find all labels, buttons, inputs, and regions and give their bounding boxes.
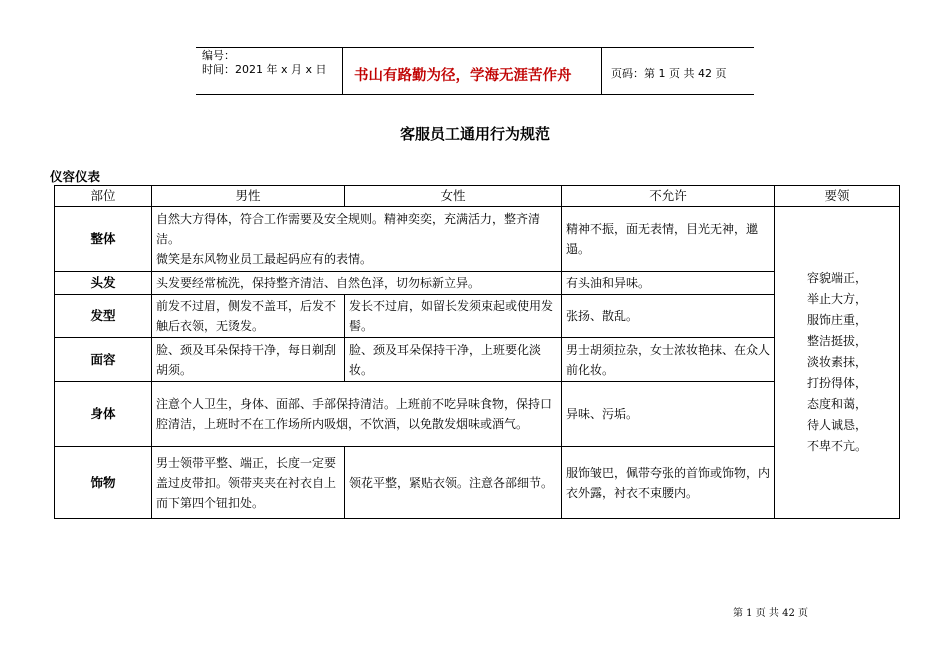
part-cell: 饰物 — [55, 447, 152, 519]
header-page-info: 页码：第 1 页 共 42 页 — [611, 67, 727, 80]
header-male: 男性 — [152, 186, 345, 207]
document-title: 客服员工通用行为规范 — [399, 125, 550, 143]
page-footer: 第 1 页 共 42 页 — [733, 608, 808, 619]
header-meta — [202, 49, 327, 77]
table-row — [55, 207, 900, 272]
header-divider-left — [342, 47, 343, 95]
header-not-allowed: 不允许 — [562, 186, 775, 207]
not-allowed-cell: 有头油和异味。 — [562, 272, 775, 295]
male-requirement-cell: 男士领带平整、端正，长度一定要盖过皮带扣。领带夹夹在衬衣自上而下第四个钮扣处。 — [152, 447, 345, 519]
female-requirement-cell: 脸、颈及耳朵保持干净，上班要化淡妆。 — [345, 338, 562, 382]
not-allowed-cell: 异味、污垢。 — [562, 382, 775, 447]
female-requirement-cell: 领花平整，紧贴衣领。注意各部细节。 — [345, 447, 562, 519]
table-header-row — [55, 186, 900, 207]
part-cell: 发型 — [55, 295, 152, 338]
table-row — [55, 382, 900, 447]
table-row — [55, 295, 900, 338]
section-heading: 仪容仪表 — [50, 169, 101, 184]
not-allowed-cell: 男士胡须拉杂，女士浓妆艳抹、在众人前化妆。 — [562, 338, 775, 382]
female-requirement-cell: 发长不过肩，如留长发须束起或使用发髻。 — [345, 295, 562, 338]
both-requirement-cell: 自然大方得体，符合工作需要及安全规则。精神奕奕，充满活力，整齐清洁。 微笑是东风物业员工最起码应有的表情。 — [152, 207, 562, 272]
male-requirement-cell: 脸、颈及耳朵保持干净，每日剃刮胡须。 — [152, 338, 345, 382]
part-cell: 身体 — [55, 382, 152, 447]
page-header — [196, 47, 754, 95]
header-motto: 书山有路勤为径，学海无涯苦作舟 — [354, 67, 572, 84]
both-requirement-cell: 头发要经常梳洗，保持整齐清洁、自然色泽，切勿标新立异。 — [152, 272, 562, 295]
part-cell: 整体 — [55, 207, 152, 272]
header-bottom-rule — [196, 94, 754, 95]
table-row — [55, 338, 900, 382]
both-requirement-cell: 注意个人卫生，身体、面部、手部保持清洁。上班前不吃异味食物，保持口腔清洁，上班时不在工作场所内吸烟，不饮酒，以免散发烟味或酒气。 — [152, 382, 562, 447]
header-key-points: 要领 — [775, 186, 900, 207]
part-cell: 面容 — [55, 338, 152, 382]
table-row — [55, 272, 900, 295]
part-cell: 头发 — [55, 272, 152, 295]
serial-label: 编号： — [202, 49, 235, 62]
not-allowed-cell: 张扬、散乱。 — [562, 295, 775, 338]
not-allowed-cell: 精神不振，面无表情，目光无神，邋遢。 — [562, 207, 775, 272]
rules-table — [54, 185, 900, 519]
header-divider-right — [601, 47, 602, 95]
male-requirement-cell: 前发不过眉，侧发不盖耳，后发不触后衣领，无烫发。 — [152, 295, 345, 338]
header-top-rule — [196, 47, 754, 48]
time-label: 时间：2021 年 x 月 x 日 — [202, 63, 327, 76]
key-points-cell: 容貌端正， 举止大方， 服饰庄重， 整洁挺拔， 淡妆素抹， 打扮得体， 态度和蔼， 待人诚恳， 不卑不亢。 — [775, 207, 900, 519]
header-female: 女性 — [345, 186, 562, 207]
table-row — [55, 447, 900, 519]
header-part: 部位 — [55, 186, 152, 207]
not-allowed-cell: 服饰皱巴，佩带夸张的首饰或饰物，内衣外露，衬衣不束腰内。 — [562, 447, 775, 519]
